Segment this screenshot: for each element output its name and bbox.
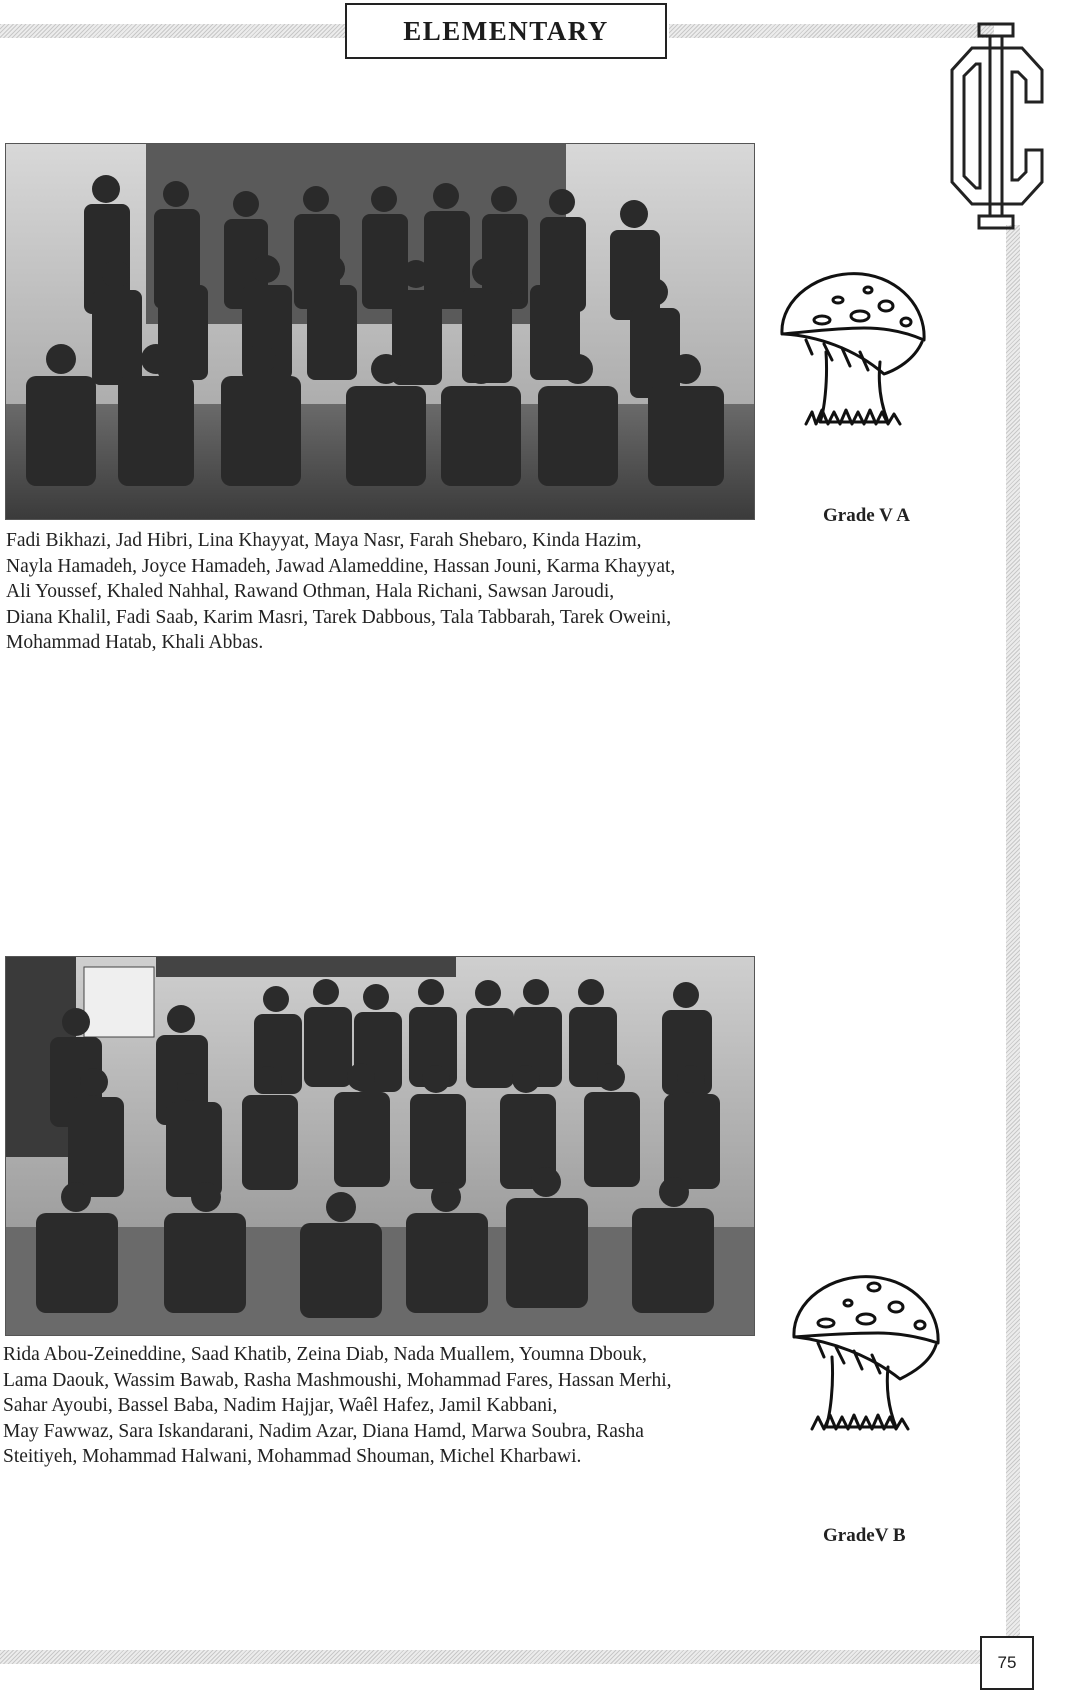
top-rule-right bbox=[669, 24, 994, 38]
caption-line: Nayla Hamadeh, Joyce Hamadeh, Jawad Alameddine, Hassan Jouni, Karma Khayyat, bbox=[6, 555, 676, 577]
caption-line: Sahar Ayoubi, Bassel Baba, Nadim Hajjar, Waêl Hafez, Jamil Kabbani, bbox=[3, 1395, 558, 1416]
caption-line: Mohammad Hatab, Khali Abbas. bbox=[6, 632, 264, 653]
grade-label-vb: GradeV B bbox=[823, 1525, 906, 1546]
caption-line: May Fawwaz, Sara Iskandarani, Nadim Azar, Diana Hamd, Marwa Soubra, Rasha bbox=[3, 1420, 644, 1442]
bottom-rule bbox=[0, 1650, 980, 1664]
caption-grade-va bbox=[6, 528, 675, 656]
caption-line: Lama Daouk, Wassim Bawab, Rasha Mashmoushi, Mohammad Fares, Hassan Merhi, bbox=[3, 1369, 672, 1391]
page-number-box bbox=[980, 1636, 1034, 1690]
caption-line: Steitiyeh, Mohammad Halwani, Mohammad Shouman, Michel Kharbawi. bbox=[3, 1446, 582, 1467]
mushroom-icon bbox=[776, 262, 928, 434]
grade-label-va: Grade V A bbox=[823, 505, 910, 526]
caption-line: Diana Khalil, Fadi Saab, Karim Masri, Tarek Dabbous, Tala Tabbarah, Tarek Oweini, bbox=[6, 606, 672, 628]
page-number: 75 bbox=[997, 1653, 1017, 1672]
ic-logo-icon bbox=[950, 22, 1044, 230]
page-title-box bbox=[345, 3, 667, 59]
caption-line: Rida Abou-Zeineddine, Saad Khatib, Zeina Diab, Nada Muallem, Youmna Dbouk, bbox=[3, 1344, 647, 1365]
caption-line: Fadi Bikhazi, Jad Hibri, Lina Khayyat, Maya Nasr, Farah Shebaro, Kinda Hazim, bbox=[6, 530, 642, 551]
caption-line: Ali Youssef, Khaled Nahhal, Rawand Othman, Hala Richani, Sawsan Jaroudi, bbox=[6, 581, 615, 602]
page-title: ELEMENTARY bbox=[403, 15, 609, 46]
caption-grade-vb bbox=[3, 1342, 672, 1470]
mushroom-icon bbox=[790, 1267, 942, 1439]
class-photo-grade-vb bbox=[5, 956, 755, 1336]
top-rule-left bbox=[0, 24, 345, 38]
class-photo-grade-va bbox=[5, 143, 755, 520]
side-rule bbox=[1006, 225, 1020, 1645]
